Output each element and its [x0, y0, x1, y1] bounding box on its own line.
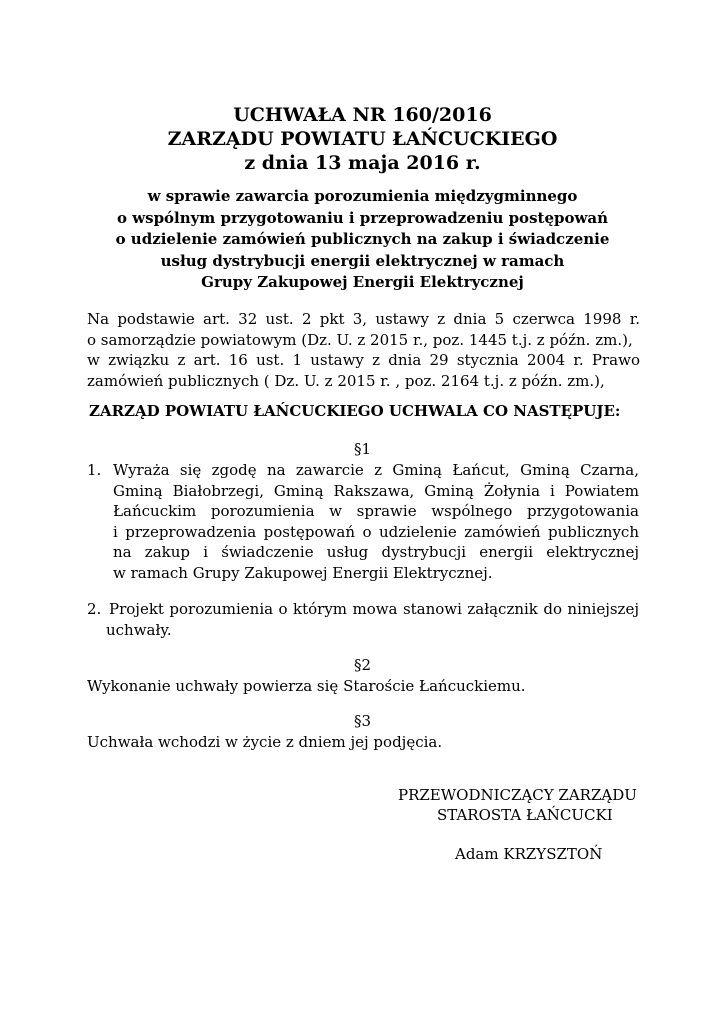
item-1-line: Wyraża się zgodę na zawarcie z Gminą Łańcut, Gminą Czarna, [113, 461, 639, 479]
subject-line: w sprawie zawarcia porozumienia międzygminnego [147, 187, 578, 205]
section-3-text: Uchwała wchodzi w życie z dniem jej podjęcia. [87, 733, 443, 751]
subject-line: o wspólnym przygotowaniu i przeprowadzeniu postępowań [116, 209, 609, 227]
resolution-heading: ZARZĄD POWIATU ŁAŃCUCKIEGO UCHWALA CO NASTĘPUJE: [89, 402, 621, 420]
legal-basis-line: o samorządzie powiatowym (Dz. U. z 2015 r., poz. 1445 t.j. z późn. zm.), [87, 331, 633, 349]
legal-basis-line: zamówień publicznych ( Dz. U. z 2015 r. , poz. 2164 t.j. z późn. zm.), [87, 372, 605, 390]
legal-basis-line: Na podstawie art. 32 ust. 2 pkt 3, ustawy z dnia 5 czerwca 1998 r. [87, 310, 640, 328]
item-2-line: Projekt porozumienia o którym mowa stanowi załącznik do niniejszej [109, 600, 639, 618]
section-1-heading: §1 [353, 440, 372, 458]
signatory-role: PRZEWODNICZĄCY ZARZĄDU [398, 786, 637, 804]
item-2-number: 2. [87, 600, 102, 618]
signatory-title: STAROSTA ŁAŃCUCKI [437, 806, 613, 824]
item-1-line: Gminą Białobrzegi, Gminą Rakszawa, Gminą Żołynia i Powiatem [113, 482, 639, 500]
subject-line: usług dystrybucji energii elektrycznej w ramach [160, 252, 565, 270]
issuing-body: ZARZĄDU POWIATU ŁAŃCUCKIEGO [167, 128, 558, 150]
resolution-number: UCHWAŁA NR 160/2016 [233, 104, 492, 126]
section-2-heading: §2 [353, 656, 372, 674]
resolution-date: z dnia 13 maja 2016 r. [244, 152, 481, 174]
subject-line: Grupy Zakupowej Energii Elektrycznej [201, 273, 524, 291]
item-1-line: w ramach Grupy Zakupowej Energii Elektrycznej. [113, 564, 493, 582]
item-1-line: Łańcuckim porozumienia w sprawie wspólnego przygotowania [113, 502, 639, 520]
legal-basis-line: w związku z art. 16 ust. 1 ustawy z dnia 29 stycznia 2004 r. Prawo [87, 351, 640, 369]
signatory-name: Adam KRZYSZTOŃ [455, 845, 603, 863]
subject-line: o udzielenie zamówień publicznych na zakup i świadczenie [115, 230, 610, 248]
section-3-heading: §3 [353, 712, 372, 730]
item-2-line: uchwały. [106, 621, 172, 639]
item-1-line: na zakup i świadczenie usług dystrybucji energii elektrycznej [113, 543, 639, 561]
item-1-line: i przeprowadzenia postępowań o udzielenie zamówień publicznych [113, 523, 639, 541]
section-2-text: Wykonanie uchwały powierza się Staroście Łańcuckiemu. [87, 677, 526, 695]
item-1-number: 1. [87, 461, 102, 479]
